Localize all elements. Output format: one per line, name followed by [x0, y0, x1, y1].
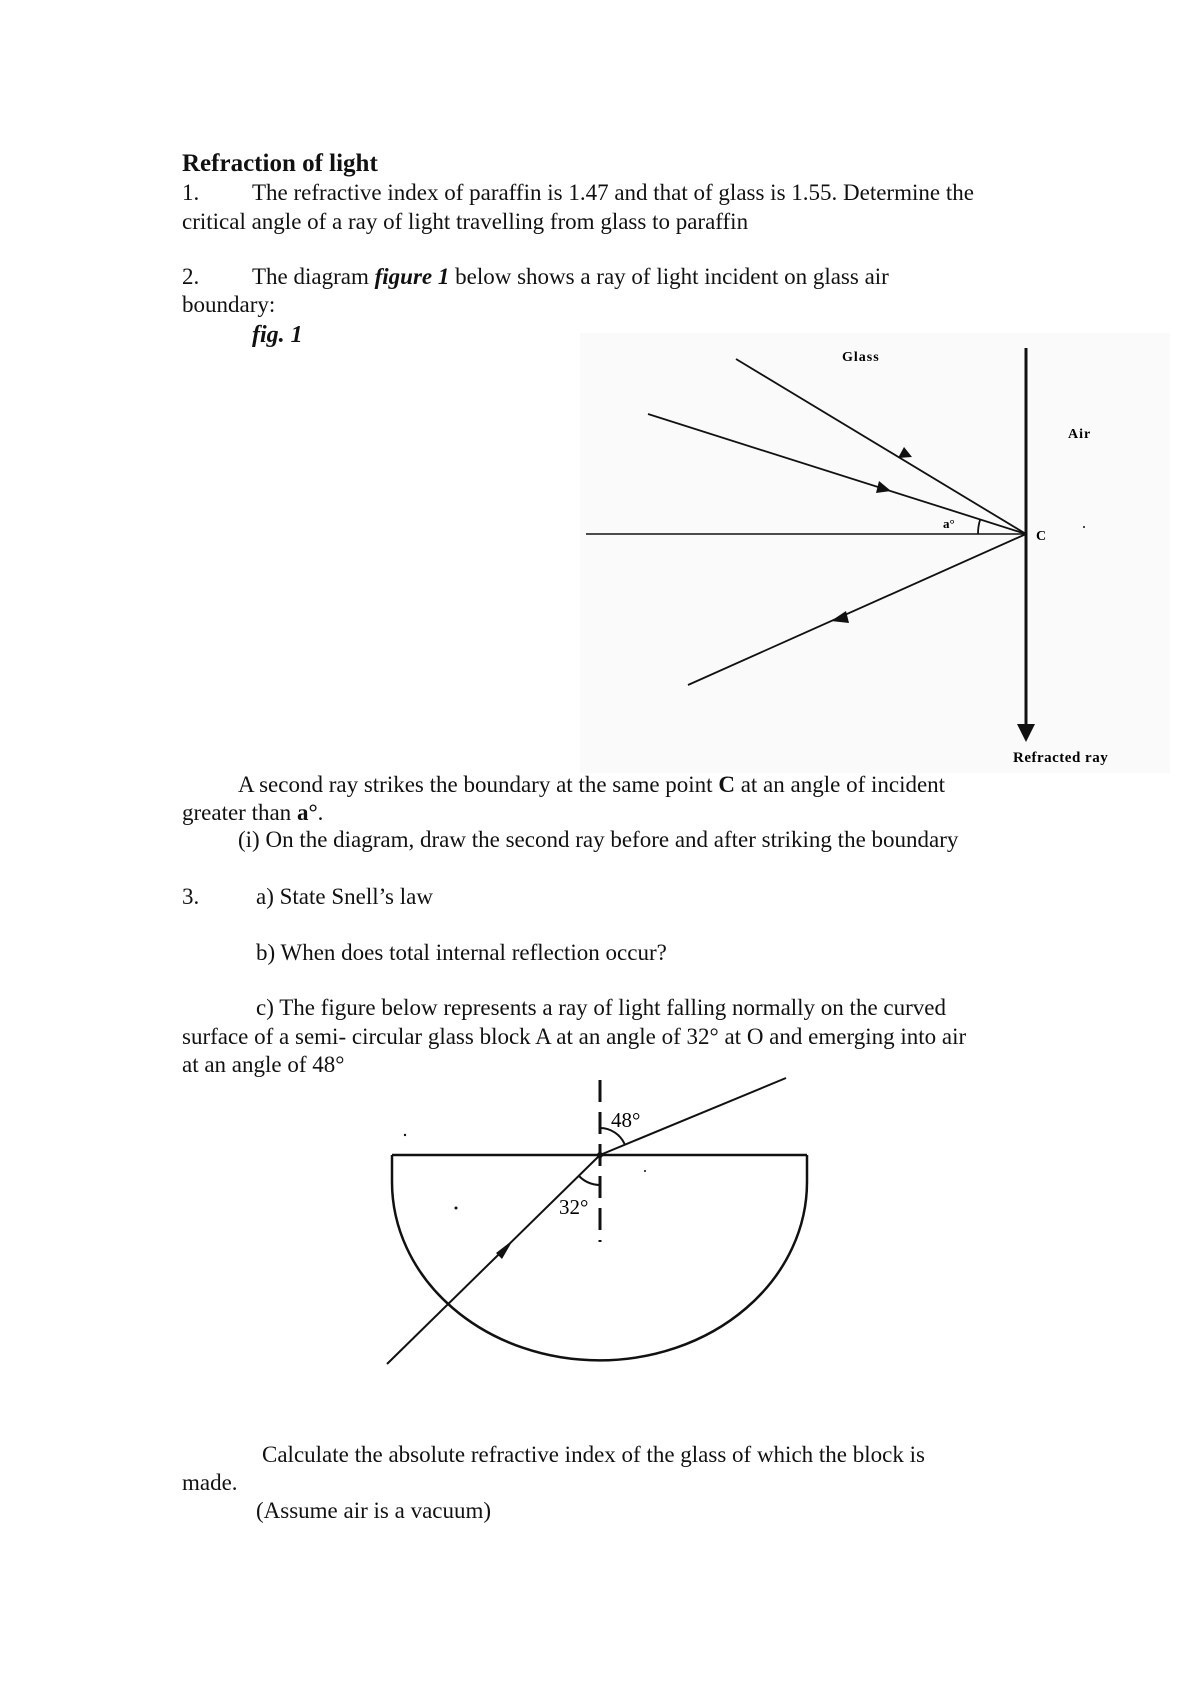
question-2-text-pre: The diagram: [252, 264, 375, 289]
question-3-calculate-line-2: made.: [182, 1470, 238, 1495]
question-2-figure-ref: figure 1: [374, 264, 450, 289]
glass-label: Glass: [842, 350, 880, 365]
second-ray-angle-a: a°: [296, 800, 318, 825]
angle-a-label: a°: [943, 516, 955, 531]
incident-ray-arrow: [496, 1240, 513, 1259]
stray-dot-2: [455, 1207, 458, 1210]
question-3-part-c-line-2: surface of a semi- circular glass block A at an angle of 32° at O and emerging into air: [182, 1024, 967, 1049]
question-3-part-c-line-1: c) The figure below represents a ray of light falling normally on the curved: [256, 995, 946, 1020]
question-3-part-b: b) When does total internal reflection occur?: [256, 940, 667, 965]
question-2-text-post: below shows a ray of light incident on glass air: [449, 264, 889, 289]
question-1-number: 1.: [182, 180, 200, 205]
question-3-assumption: (Assume air is a vacuum): [256, 1498, 492, 1523]
point-c-label: C: [1036, 529, 1047, 544]
question-2-part-i: (i) On the diagram, draw the second ray before and after striking the boundary: [238, 827, 959, 852]
second-ray-period: .: [317, 800, 324, 825]
second-ray-text-post: at an angle of incident: [734, 772, 946, 797]
question-2-text-line-2: boundary:: [182, 292, 276, 317]
question-3-number: 3.: [182, 884, 200, 909]
refracted-ray-label: Refracted ray: [1013, 750, 1109, 766]
figure-1-label: fig. 1: [252, 322, 303, 348]
question-2-number: 2.: [182, 264, 200, 289]
question-3-part-c-line-3: at an angle of 48°: [182, 1052, 345, 1077]
angle-32-arc: [579, 1176, 600, 1185]
angle-32-label: 32°: [559, 1195, 589, 1219]
air-label: Air: [1068, 427, 1092, 442]
second-ray-text-pre: A second ray strikes the boundary at the same point: [238, 772, 719, 797]
stray-dot-3: [644, 1170, 646, 1172]
question-3-calculate-line-1: Calculate the absolute refractive index of the glass of which the block is: [262, 1442, 925, 1467]
second-ray-greater-than: greater than: [182, 800, 297, 825]
stray-dot-1: [404, 1134, 406, 1136]
second-ray-point-c: C: [718, 772, 735, 797]
point-o: [597, 1152, 603, 1158]
question-3-part-a: a) State Snell’s law: [256, 884, 433, 909]
incident-ray-in-glass: [387, 1155, 600, 1364]
page-title: Refraction of light: [182, 150, 378, 177]
question-1-text-line-2: critical angle of a ray of light travelling from glass to paraffin: [182, 209, 749, 234]
angle-48-label: 48°: [611, 1108, 641, 1132]
question-1-text-line-1: The refractive index of paraffin is 1.47 and that of glass is 1.55. Determine the: [252, 180, 974, 205]
